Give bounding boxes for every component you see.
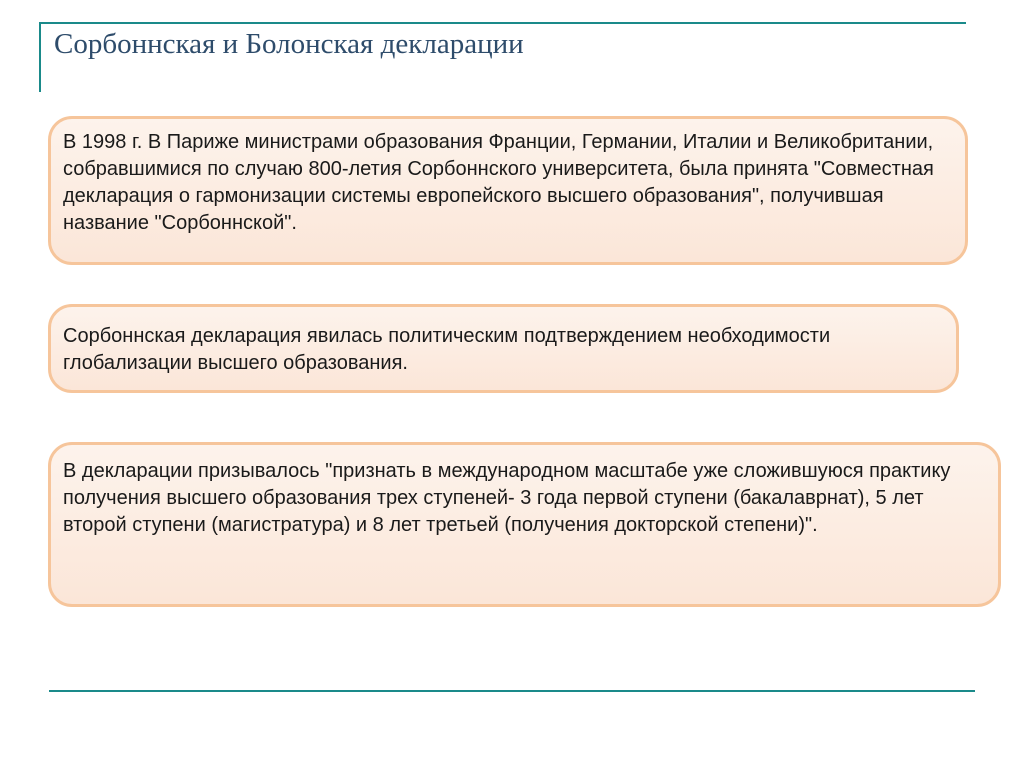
title-top-rule [40, 22, 966, 24]
title-left-rule [39, 22, 41, 92]
text-box-content: В 1998 г. В Париже министрами образования Франции, Германии, Италии и Великобритании, собравшимися по случаю 800-летия Сорбоннского университета, была принята "Совместная декларация о гармонизации системы европейского высшего образования", получившая название "Сорбоннской". [63, 131, 934, 234]
bottom-rule [49, 690, 975, 692]
text-box-three-levels [48, 442, 1001, 607]
slide-title: Сорбоннская и Болонская декларации [54, 28, 524, 60]
text-box-content: В декларации призывалось "признать в международном масштабе уже сложившуюся практику получения высшего образования трех ступеней- 3 года первой ступени (бакалаврнат), 5 лет второй ступени (магистратура) и 8 лет третьей (получения докторской степени)". [63, 460, 951, 536]
text-box-globalization [48, 304, 959, 393]
text-box-sorbonne-1998 [48, 116, 968, 265]
text-box-content: Сорбоннская декларация явилась политическим подтверждением необходимости глобализации высшего образования. [63, 325, 831, 374]
